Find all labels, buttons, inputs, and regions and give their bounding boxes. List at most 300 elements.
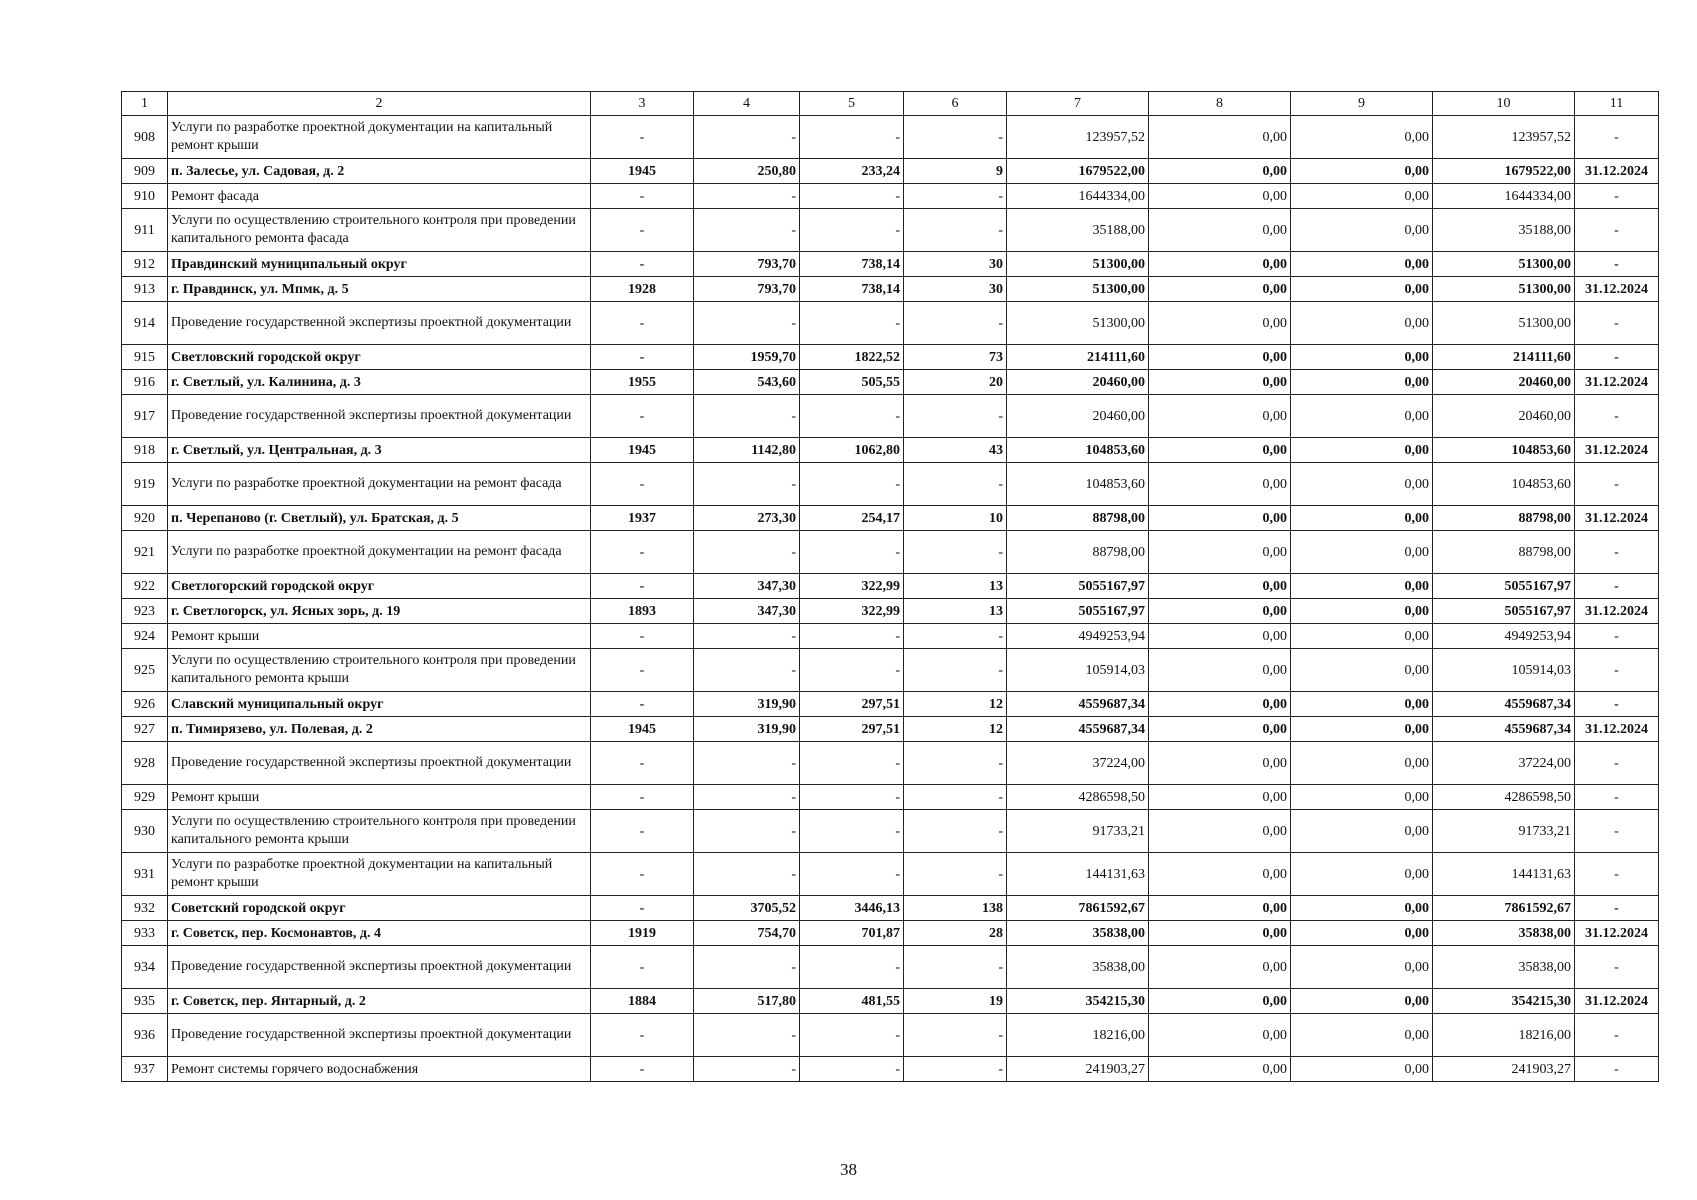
- residents-cell: 19: [904, 989, 1007, 1014]
- total-cost-cell: 1679522,00: [1007, 159, 1149, 184]
- description-cell: Проведение государственной экспертизы проектной документации: [168, 1014, 591, 1057]
- owners-cost-cell: 4559687,34: [1433, 717, 1575, 742]
- year-cell: 1937: [591, 506, 694, 531]
- row-number-cell: 912: [122, 252, 168, 277]
- deadline-cell: 31.12.2024: [1575, 989, 1659, 1014]
- residents-cell: -: [904, 209, 1007, 252]
- total-cost-cell: 37224,00: [1007, 742, 1149, 785]
- total-cost-cell: 4559687,34: [1007, 692, 1149, 717]
- living-area-cell: -: [800, 531, 904, 574]
- deadline-cell: 31.12.2024: [1575, 599, 1659, 624]
- description-cell: Советский городской округ: [168, 896, 591, 921]
- residents-cell: 138: [904, 896, 1007, 921]
- living-area-cell: 1062,80: [800, 438, 904, 463]
- fund-cost-1-cell: 0,00: [1149, 1014, 1291, 1057]
- fund-cost-2-cell: 0,00: [1291, 946, 1433, 989]
- fund-cost-1-cell: 0,00: [1149, 116, 1291, 159]
- owners-cost-cell: 88798,00: [1433, 506, 1575, 531]
- owners-cost-cell: 1644334,00: [1433, 184, 1575, 209]
- fund-cost-1-cell: 0,00: [1149, 506, 1291, 531]
- residents-cell: -: [904, 742, 1007, 785]
- fund-cost-1-cell: 0,00: [1149, 345, 1291, 370]
- total-cost-cell: 123957,52: [1007, 116, 1149, 159]
- year-cell: -: [591, 1057, 694, 1082]
- description-cell: Светловский городской округ: [168, 345, 591, 370]
- fund-cost-2-cell: 0,00: [1291, 624, 1433, 649]
- fund-cost-1-cell: 0,00: [1149, 810, 1291, 853]
- row-number-cell: 909: [122, 159, 168, 184]
- residents-cell: -: [904, 302, 1007, 345]
- table-row: [122, 395, 1659, 438]
- row-number-cell: 933: [122, 921, 168, 946]
- column-number-header: 3: [591, 92, 694, 116]
- deadline-cell: -: [1575, 463, 1659, 506]
- fund-cost-1-cell: 0,00: [1149, 921, 1291, 946]
- owners-cost-cell: 1679522,00: [1433, 159, 1575, 184]
- owners-cost-cell: 35838,00: [1433, 946, 1575, 989]
- year-cell: -: [591, 302, 694, 345]
- year-cell: -: [591, 853, 694, 896]
- row-number-cell: 921: [122, 531, 168, 574]
- total-cost-cell: 214111,60: [1007, 345, 1149, 370]
- row-number-cell: 935: [122, 989, 168, 1014]
- description-cell: Услуги по разработке проектной документации на ремонт фасада: [168, 531, 591, 574]
- owners-cost-cell: 18216,00: [1433, 1014, 1575, 1057]
- table-row: [122, 785, 1659, 810]
- description-cell: г. Светлый, ул. Центральная, д. 3: [168, 438, 591, 463]
- owners-cost-cell: 241903,27: [1433, 1057, 1575, 1082]
- total-cost-cell: 241903,27: [1007, 1057, 1149, 1082]
- owners-cost-cell: 5055167,97: [1433, 599, 1575, 624]
- table-row: [122, 692, 1659, 717]
- description-cell: Ремонт крыши: [168, 785, 591, 810]
- living-area-cell: -: [800, 1014, 904, 1057]
- year-cell: 1919: [591, 921, 694, 946]
- deadline-cell: 31.12.2024: [1575, 438, 1659, 463]
- residents-cell: -: [904, 395, 1007, 438]
- deadline-cell: -: [1575, 574, 1659, 599]
- total-area-cell: -: [694, 785, 800, 810]
- year-cell: -: [591, 531, 694, 574]
- fund-cost-1-cell: 0,00: [1149, 896, 1291, 921]
- total-cost-cell: 354215,30: [1007, 989, 1149, 1014]
- column-number-header-row: [122, 92, 1659, 116]
- total-area-cell: 3705,52: [694, 896, 800, 921]
- deadline-cell: -: [1575, 184, 1659, 209]
- residents-cell: 12: [904, 717, 1007, 742]
- total-cost-cell: 35838,00: [1007, 921, 1149, 946]
- living-area-cell: 481,55: [800, 989, 904, 1014]
- deadline-cell: -: [1575, 946, 1659, 989]
- living-area-cell: -: [800, 395, 904, 438]
- residents-cell: 12: [904, 692, 1007, 717]
- fund-cost-1-cell: 0,00: [1149, 649, 1291, 692]
- residents-cell: 9: [904, 159, 1007, 184]
- owners-cost-cell: 88798,00: [1433, 531, 1575, 574]
- owners-cost-cell: 7861592,67: [1433, 896, 1575, 921]
- table-row: [122, 989, 1659, 1014]
- residents-cell: 43: [904, 438, 1007, 463]
- living-area-cell: 254,17: [800, 506, 904, 531]
- table-row: [122, 506, 1659, 531]
- deadline-cell: -: [1575, 395, 1659, 438]
- deadline-cell: -: [1575, 853, 1659, 896]
- deadline-cell: 31.12.2024: [1575, 159, 1659, 184]
- description-cell: г. Советск, пер. Янтарный, д. 2: [168, 989, 591, 1014]
- deadline-cell: -: [1575, 624, 1659, 649]
- living-area-cell: 233,24: [800, 159, 904, 184]
- year-cell: -: [591, 209, 694, 252]
- total-area-cell: -: [694, 1014, 800, 1057]
- fund-cost-1-cell: 0,00: [1149, 302, 1291, 345]
- table-row: [122, 1014, 1659, 1057]
- year-cell: 1893: [591, 599, 694, 624]
- total-area-cell: -: [694, 810, 800, 853]
- owners-cost-cell: 4286598,50: [1433, 785, 1575, 810]
- description-cell: Услуги по разработке проектной документации на капитальный ремонт крыши: [168, 853, 591, 896]
- total-cost-cell: 1644334,00: [1007, 184, 1149, 209]
- year-cell: 1945: [591, 717, 694, 742]
- description-cell: Услуги по разработке проектной документации на ремонт фасада: [168, 463, 591, 506]
- living-area-cell: -: [800, 1057, 904, 1082]
- row-number-cell: 915: [122, 345, 168, 370]
- total-area-cell: -: [694, 649, 800, 692]
- year-cell: 1945: [591, 438, 694, 463]
- fund-cost-1-cell: 0,00: [1149, 692, 1291, 717]
- total-cost-cell: 4949253,94: [1007, 624, 1149, 649]
- living-area-cell: 738,14: [800, 252, 904, 277]
- year-cell: -: [591, 946, 694, 989]
- total-area-cell: -: [694, 624, 800, 649]
- total-area-cell: 250,80: [694, 159, 800, 184]
- row-number-cell: 927: [122, 717, 168, 742]
- column-number-header: 8: [1149, 92, 1291, 116]
- column-number-header: 11: [1575, 92, 1659, 116]
- row-number-cell: 917: [122, 395, 168, 438]
- description-cell: Ремонт фасада: [168, 184, 591, 209]
- description-cell: Проведение государственной экспертизы проектной документации: [168, 302, 591, 345]
- fund-cost-2-cell: 0,00: [1291, 277, 1433, 302]
- living-area-cell: -: [800, 463, 904, 506]
- column-number-header: 4: [694, 92, 800, 116]
- fund-cost-2-cell: 0,00: [1291, 1057, 1433, 1082]
- total-area-cell: 543,60: [694, 370, 800, 395]
- page-number: 38: [840, 1160, 857, 1179]
- year-cell: 1884: [591, 989, 694, 1014]
- owners-cost-cell: 144131,63: [1433, 853, 1575, 896]
- total-cost-cell: 7861592,67: [1007, 896, 1149, 921]
- owners-cost-cell: 4559687,34: [1433, 692, 1575, 717]
- fund-cost-1-cell: 0,00: [1149, 624, 1291, 649]
- year-cell: 1955: [591, 370, 694, 395]
- year-cell: -: [591, 624, 694, 649]
- fund-cost-2-cell: 0,00: [1291, 302, 1433, 345]
- row-number-cell: 916: [122, 370, 168, 395]
- fund-cost-2-cell: 0,00: [1291, 395, 1433, 438]
- description-cell: Славский муниципальный округ: [168, 692, 591, 717]
- year-cell: 1928: [591, 277, 694, 302]
- fund-cost-1-cell: 0,00: [1149, 395, 1291, 438]
- table-row: [122, 649, 1659, 692]
- total-area-cell: 1959,70: [694, 345, 800, 370]
- fund-cost-2-cell: 0,00: [1291, 184, 1433, 209]
- table-row: [122, 345, 1659, 370]
- living-area-cell: -: [800, 853, 904, 896]
- column-number-header: 5: [800, 92, 904, 116]
- deadline-cell: -: [1575, 810, 1659, 853]
- total-cost-cell: 18216,00: [1007, 1014, 1149, 1057]
- table-row: [122, 531, 1659, 574]
- fund-cost-2-cell: 0,00: [1291, 370, 1433, 395]
- fund-cost-2-cell: 0,00: [1291, 989, 1433, 1014]
- living-area-cell: 297,51: [800, 717, 904, 742]
- row-number-cell: 920: [122, 506, 168, 531]
- description-cell: Ремонт крыши: [168, 624, 591, 649]
- residents-cell: 30: [904, 252, 1007, 277]
- living-area-cell: -: [800, 209, 904, 252]
- column-number-header: 9: [1291, 92, 1433, 116]
- total-area-cell: -: [694, 531, 800, 574]
- total-area-cell: -: [694, 395, 800, 438]
- deadline-cell: -: [1575, 1057, 1659, 1082]
- living-area-cell: -: [800, 785, 904, 810]
- owners-cost-cell: 35838,00: [1433, 921, 1575, 946]
- total-area-cell: 319,90: [694, 692, 800, 717]
- living-area-cell: -: [800, 742, 904, 785]
- deadline-cell: -: [1575, 209, 1659, 252]
- living-area-cell: 738,14: [800, 277, 904, 302]
- description-cell: г. Правдинск, ул. Мпмк, д. 5: [168, 277, 591, 302]
- total-cost-cell: 20460,00: [1007, 395, 1149, 438]
- total-cost-cell: 4559687,34: [1007, 717, 1149, 742]
- fund-cost-2-cell: 0,00: [1291, 717, 1433, 742]
- owners-cost-cell: 105914,03: [1433, 649, 1575, 692]
- deadline-cell: -: [1575, 252, 1659, 277]
- year-cell: -: [591, 692, 694, 717]
- table-row: [122, 463, 1659, 506]
- description-cell: Правдинский муниципальный округ: [168, 252, 591, 277]
- residents-cell: -: [904, 785, 1007, 810]
- table-row: [122, 810, 1659, 853]
- total-area-cell: 793,70: [694, 252, 800, 277]
- fund-cost-2-cell: 0,00: [1291, 252, 1433, 277]
- row-number-cell: 928: [122, 742, 168, 785]
- total-cost-cell: 88798,00: [1007, 531, 1149, 574]
- total-area-cell: -: [694, 463, 800, 506]
- total-cost-cell: 91733,21: [1007, 810, 1149, 853]
- fund-cost-1-cell: 0,00: [1149, 989, 1291, 1014]
- living-area-cell: 701,87: [800, 921, 904, 946]
- owners-cost-cell: 354215,30: [1433, 989, 1575, 1014]
- fund-cost-2-cell: 0,00: [1291, 209, 1433, 252]
- year-cell: -: [591, 395, 694, 438]
- total-cost-cell: 20460,00: [1007, 370, 1149, 395]
- living-area-cell: 322,99: [800, 599, 904, 624]
- owners-cost-cell: 104853,60: [1433, 463, 1575, 506]
- description-cell: Ремонт системы горячего водоснабжения: [168, 1057, 591, 1082]
- fund-cost-2-cell: 0,00: [1291, 853, 1433, 896]
- total-area-cell: -: [694, 209, 800, 252]
- living-area-cell: 322,99: [800, 574, 904, 599]
- living-area-cell: 1822,52: [800, 345, 904, 370]
- owners-cost-cell: 214111,60: [1433, 345, 1575, 370]
- living-area-cell: -: [800, 649, 904, 692]
- deadline-cell: 31.12.2024: [1575, 506, 1659, 531]
- fund-cost-2-cell: 0,00: [1291, 896, 1433, 921]
- row-number-cell: 922: [122, 574, 168, 599]
- table-row: [122, 717, 1659, 742]
- living-area-cell: -: [800, 946, 904, 989]
- fund-cost-2-cell: 0,00: [1291, 116, 1433, 159]
- owners-cost-cell: 51300,00: [1433, 252, 1575, 277]
- fund-cost-2-cell: 0,00: [1291, 599, 1433, 624]
- table-body: [122, 92, 1659, 1082]
- column-number-header: 10: [1433, 92, 1575, 116]
- total-cost-cell: 51300,00: [1007, 302, 1149, 345]
- table-row: [122, 159, 1659, 184]
- residents-cell: -: [904, 946, 1007, 989]
- living-area-cell: -: [800, 624, 904, 649]
- residents-cell: -: [904, 810, 1007, 853]
- residents-cell: 30: [904, 277, 1007, 302]
- table-row: [122, 574, 1659, 599]
- row-number-cell: 926: [122, 692, 168, 717]
- row-number-cell: 930: [122, 810, 168, 853]
- description-cell: Проведение государственной экспертизы проектной документации: [168, 742, 591, 785]
- total-area-cell: -: [694, 853, 800, 896]
- total-area-cell: -: [694, 946, 800, 989]
- fund-cost-2-cell: 0,00: [1291, 785, 1433, 810]
- total-cost-cell: 5055167,97: [1007, 574, 1149, 599]
- table-row: [122, 742, 1659, 785]
- fund-cost-1-cell: 0,00: [1149, 438, 1291, 463]
- row-number-cell: 929: [122, 785, 168, 810]
- fund-cost-2-cell: 0,00: [1291, 438, 1433, 463]
- year-cell: -: [591, 896, 694, 921]
- fund-cost-1-cell: 0,00: [1149, 717, 1291, 742]
- deadline-cell: 31.12.2024: [1575, 921, 1659, 946]
- fund-cost-1-cell: 0,00: [1149, 463, 1291, 506]
- living-area-cell: 505,55: [800, 370, 904, 395]
- year-cell: -: [591, 1014, 694, 1057]
- table-row: [122, 599, 1659, 624]
- fund-cost-2-cell: 0,00: [1291, 345, 1433, 370]
- deadline-cell: -: [1575, 896, 1659, 921]
- deadline-cell: 31.12.2024: [1575, 277, 1659, 302]
- total-area-cell: 319,90: [694, 717, 800, 742]
- total-cost-cell: 4286598,50: [1007, 785, 1149, 810]
- deadline-cell: -: [1575, 116, 1659, 159]
- owners-cost-cell: 104853,60: [1433, 438, 1575, 463]
- total-cost-cell: 51300,00: [1007, 252, 1149, 277]
- row-number-cell: 908: [122, 116, 168, 159]
- living-area-cell: 3446,13: [800, 896, 904, 921]
- total-cost-cell: 51300,00: [1007, 277, 1149, 302]
- fund-cost-1-cell: 0,00: [1149, 1057, 1291, 1082]
- row-number-cell: 914: [122, 302, 168, 345]
- total-cost-cell: 35838,00: [1007, 946, 1149, 989]
- living-area-cell: -: [800, 810, 904, 853]
- row-number-cell: 911: [122, 209, 168, 252]
- fund-cost-2-cell: 0,00: [1291, 463, 1433, 506]
- owners-cost-cell: 37224,00: [1433, 742, 1575, 785]
- deadline-cell: -: [1575, 345, 1659, 370]
- row-number-cell: 923: [122, 599, 168, 624]
- residents-cell: -: [904, 184, 1007, 209]
- table-row: [122, 946, 1659, 989]
- fund-cost-1-cell: 0,00: [1149, 599, 1291, 624]
- year-cell: -: [591, 742, 694, 785]
- description-cell: Услуги по осуществлению строительного контроля при проведении капитального ремонта крыши: [168, 649, 591, 692]
- table-row: [122, 277, 1659, 302]
- fund-cost-2-cell: 0,00: [1291, 742, 1433, 785]
- deadline-cell: -: [1575, 1014, 1659, 1057]
- year-cell: -: [591, 345, 694, 370]
- row-number-cell: 913: [122, 277, 168, 302]
- description-cell: г. Советск, пер. Космонавтов, д. 4: [168, 921, 591, 946]
- row-number-cell: 925: [122, 649, 168, 692]
- owners-cost-cell: 51300,00: [1433, 277, 1575, 302]
- table-row: [122, 370, 1659, 395]
- year-cell: -: [591, 810, 694, 853]
- total-area-cell: 517,80: [694, 989, 800, 1014]
- fund-cost-2-cell: 0,00: [1291, 692, 1433, 717]
- total-area-cell: 793,70: [694, 277, 800, 302]
- living-area-cell: 297,51: [800, 692, 904, 717]
- deadline-cell: -: [1575, 531, 1659, 574]
- residents-cell: -: [904, 649, 1007, 692]
- description-cell: п. Черепаново (г. Светлый), ул. Братская, д. 5: [168, 506, 591, 531]
- total-area-cell: 754,70: [694, 921, 800, 946]
- owners-cost-cell: 5055167,97: [1433, 574, 1575, 599]
- total-cost-cell: 5055167,97: [1007, 599, 1149, 624]
- total-cost-cell: 35188,00: [1007, 209, 1149, 252]
- year-cell: 1945: [591, 159, 694, 184]
- description-cell: г. Светлый, ул. Калинина, д. 3: [168, 370, 591, 395]
- fund-cost-2-cell: 0,00: [1291, 649, 1433, 692]
- table-row: [122, 853, 1659, 896]
- residents-cell: -: [904, 1014, 1007, 1057]
- year-cell: -: [591, 116, 694, 159]
- owners-cost-cell: 123957,52: [1433, 116, 1575, 159]
- deadline-cell: -: [1575, 742, 1659, 785]
- table-row: [122, 252, 1659, 277]
- row-number-cell: 919: [122, 463, 168, 506]
- row-number-cell: 937: [122, 1057, 168, 1082]
- residents-cell: 10: [904, 506, 1007, 531]
- total-area-cell: -: [694, 302, 800, 345]
- table-row: [122, 302, 1659, 345]
- year-cell: -: [591, 785, 694, 810]
- fund-cost-2-cell: 0,00: [1291, 810, 1433, 853]
- year-cell: -: [591, 463, 694, 506]
- description-cell: Проведение государственной экспертизы проектной документации: [168, 395, 591, 438]
- fund-cost-1-cell: 0,00: [1149, 531, 1291, 574]
- total-area-cell: 273,30: [694, 506, 800, 531]
- table-row: [122, 624, 1659, 649]
- fund-cost-2-cell: 0,00: [1291, 531, 1433, 574]
- fund-cost-1-cell: 0,00: [1149, 159, 1291, 184]
- row-number-cell: 910: [122, 184, 168, 209]
- deadline-cell: 31.12.2024: [1575, 370, 1659, 395]
- residents-cell: 20: [904, 370, 1007, 395]
- row-number-cell: 932: [122, 896, 168, 921]
- row-number-cell: 934: [122, 946, 168, 989]
- table-row: [122, 896, 1659, 921]
- fund-cost-1-cell: 0,00: [1149, 277, 1291, 302]
- fund-cost-1-cell: 0,00: [1149, 574, 1291, 599]
- column-number-header: 1: [122, 92, 168, 116]
